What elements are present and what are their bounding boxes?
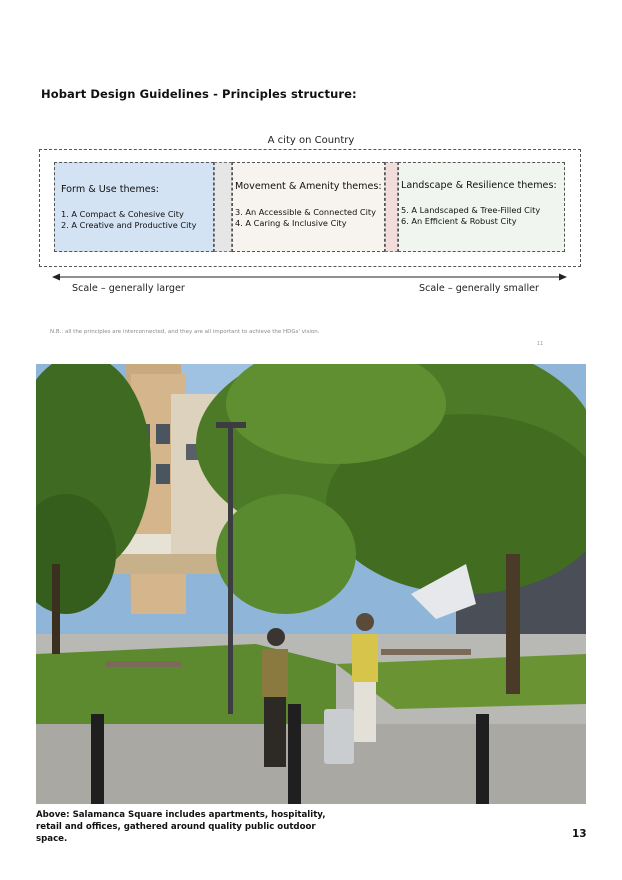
theme-item: 4. A Caring & Inclusive City (235, 218, 347, 228)
diagram-outer-label: A city on Country (267, 135, 355, 146)
theme-item: 2. A Creative and Productive City (61, 220, 197, 230)
scale-arrow (52, 271, 567, 283)
theme-title-form-use: Form & Use themes: (61, 184, 159, 195)
footnote: N.B.: all the principles are interconnected, and they are all important to achieve the HDGs' vision. (50, 329, 320, 335)
theme-separator (385, 162, 398, 252)
page-heading: Hobart Design Guidelines - Principles structure: (41, 87, 357, 101)
page-number: 13 (572, 828, 587, 840)
salamanca-square-photo (36, 364, 586, 804)
theme-title-movement-amenity: Movement & Amenity themes: (235, 181, 382, 192)
theme-box-form-use (54, 162, 214, 252)
theme-item: 1. A Compact & Cohesive City (61, 209, 184, 219)
scale-label-larger: Scale – generally larger (72, 283, 185, 294)
theme-item: 6. An Efficient & Robust City (401, 216, 517, 226)
embedded-page-number: 11 (537, 341, 544, 347)
theme-title-landscape-resilience: Landscape & Resilience themes: (401, 180, 557, 191)
scale-label-smaller: Scale – generally smaller (419, 283, 539, 294)
theme-separator (214, 162, 232, 252)
photo-caption: Above: Salamanca Square includes apartments, hospitality, retail and offices, gathered around quality public outdoor space. (36, 810, 326, 844)
theme-item: 5. A Landscaped & Tree-Filled City (401, 205, 541, 215)
theme-item: 3. An Accessible & Connected City (235, 207, 376, 217)
